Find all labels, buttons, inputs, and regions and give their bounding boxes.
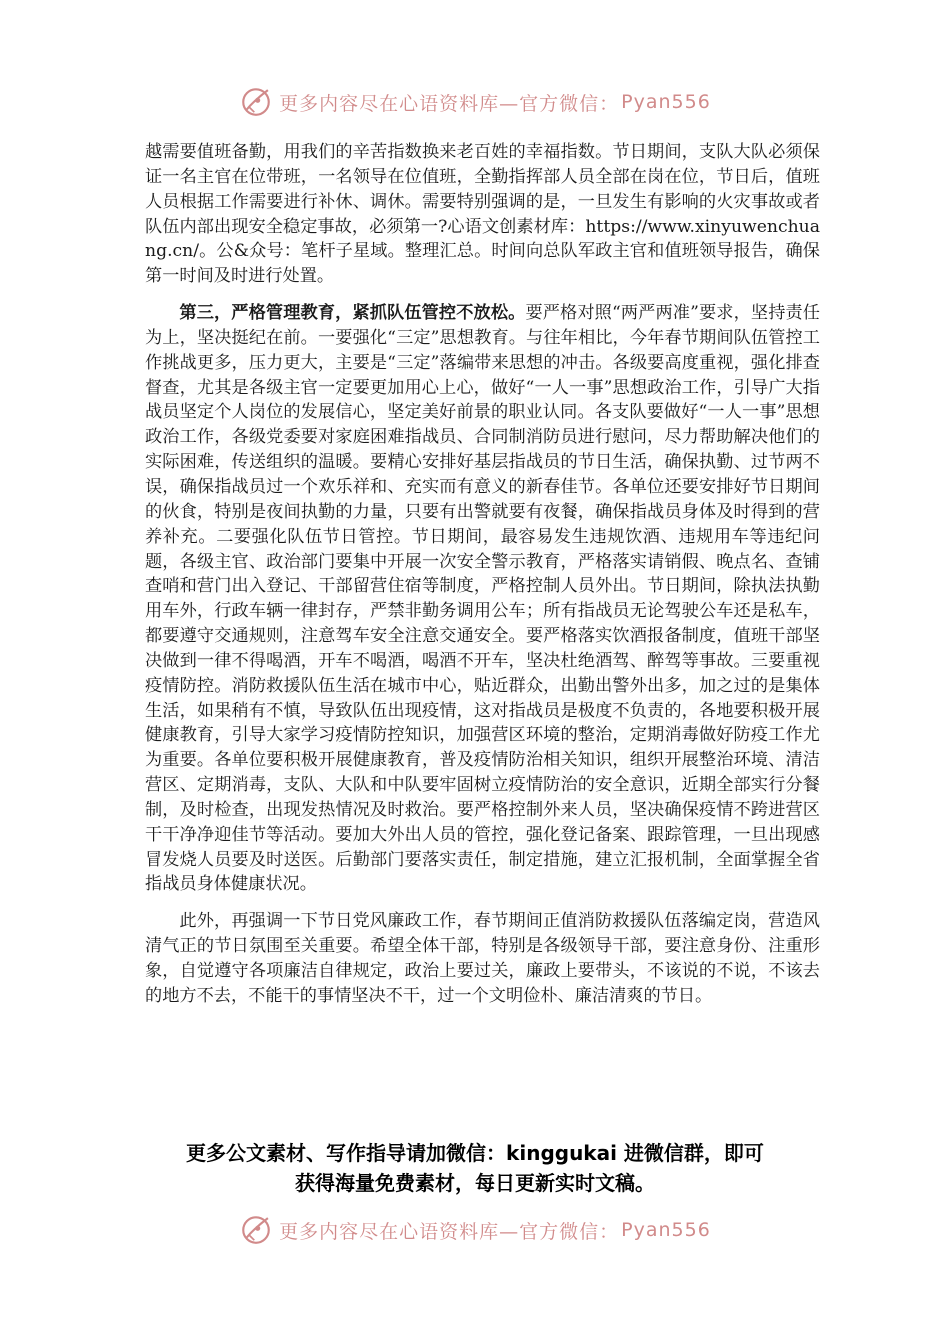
watermark-wechat-id: Pyan556	[621, 1219, 711, 1241]
watermark-footer	[0, 1210, 950, 1250]
pen-logo-icon	[239, 1213, 273, 1247]
paragraph-management	[145, 301, 820, 897]
watermark-wechat-id: Pyan556	[621, 91, 711, 113]
watermark-text: 更多内容尽在心语资料库—官方微信：	[279, 1220, 620, 1243]
section-heading-third: 第三，严格管理教育，紧抓队伍管控不放松。	[179, 303, 526, 324]
paragraph-management-body: 要严格对照“两严两准”要求，坚持责任为上，坚决挺纪在前。一要强化“三定”思想教育。与往年相比，今年春节期间队伍管控工作挑战更多，压力更大，主要是“三定”落编带来思想的冲击。各级要高度重视，强化排查督查，尤其是各级主官一定要更加用心上心，做好“一人一事”思想政治工作，引导广大指战员坚定个人岗位的发展信心，坚定美好前景的职业认同。各支队要做好“一人一事”思想政治工作，各级党委要对家庭困难指战员、合同制消防员进行慰问，尽力帮助解决他们的实际困难，传送组织的温暖。要精心安排好基层指战员的节日生活，确保执勤、过节两不误，确保指战员过一个欢乐祥和、充实而有意义的新春佳节。各单位还要安排好节日期间的伙食，特别是夜间执勤的力量，只要有出警就要有夜餐，确保指战员身体及时得到的营养补充。二要强化队伍节日管控。节日期间，最容易发生违规饮酒、违规用车等违纪问题，各级主官、政治部门要集中开展一次安全警示教育，严格落实请销假、晚点名、查铺查哨和营门出入登记、干部留营住宿等制度，严格控制人员外出。节日期间，除执法执勤用车外，行政车辆一律封存，严禁非勤务调用公车；所有指战员无论驾驶公车还是私车，都要遵守交通规则，注意驾车安全注意交通安全。要严格落实饮酒报备制度，值班干部坚决做到一律不得喝酒，开车不喝酒，喝酒不开车，坚决杜绝酒驾、醉驾等事故。三要重视疫情防控。消防救援队伍生活在城市中心，贴近群众，出勤出警外出多，加之过的是集体生活，如果稍有不慎，导致队伍出现疫情，这对指战员是极度不负责的，各地要积极开展健康教育，引导大家学习疫情防控知识，加强营区环境的整治，定期消毒做好防疫工作尤为重要。各单位要积极开展健康教育，普及疫情防治相关知识，组织开展整治环境、清洁营区、定期消毒，支队、大队和中队要牢固树立疫情防治的安全意识，近期全部实行分餐制，及时检查，出现发热情况及时救治。要严格控制外来人员，坚决确保疫情不跨进营区干干净净迎佳节等活动。要加大外出人员的管控，强化登记备案、跟踪管理，一旦出现感冒发烧人员要及时送医。后勤部门要落实责任，制定措施，建立汇报机制，全面掌握全省指战员身体健康状况。	[145, 303, 820, 895]
watermark-text: 更多内容尽在心语资料库—官方微信：	[279, 92, 620, 115]
footer-promo-line-2: 获得海量免费素材，每日更新实时文稿。	[295, 1171, 655, 1195]
pen-logo-icon	[239, 85, 273, 119]
document-body	[145, 140, 820, 1009]
footer-promo-line-1: 更多公文素材、写作指导请加微信：kinggukai 进微信群，即可	[186, 1141, 764, 1165]
paragraph-integrity: 此外，再强调一下节日党风廉政工作，春节期间正值消防救援队伍落编定岗，营造风清气正的节日氛围至关重要。希望全体干部，特别是各级领导干部，要注意身份、注重形象，自觉遵守各项廉洁自律规定，政治上要过关，廉政上要带头，不该说的不说，不该去的地方不去，不能干的事情坚决不干，过一个文明俭朴、廉洁清爽的节日。	[145, 911, 820, 1006]
watermark-header	[0, 82, 950, 122]
footer-promo	[145, 1138, 805, 1198]
paragraph-duty: 越需要值班备勤，用我们的辛苦指数换来老百姓的幸福指数。节日期间，支队大队必须保证一名主官在位带班，一名领导在位值班，全勤指挥部人员全部在岗在位，节日后，值班人员根据工作需要进行补休、调休。需要特别强调的是，一旦发生有影响的火灾事故或者队伍内部出现安全稳定事故，必须第一?心语文创素材库：https://www.xinyuwenchuang.cn/。公&众号：笔杆子星域。整理汇总。时间向总队军政主官和值班领导报告，确保第一时间及时进行处置。	[145, 142, 820, 287]
